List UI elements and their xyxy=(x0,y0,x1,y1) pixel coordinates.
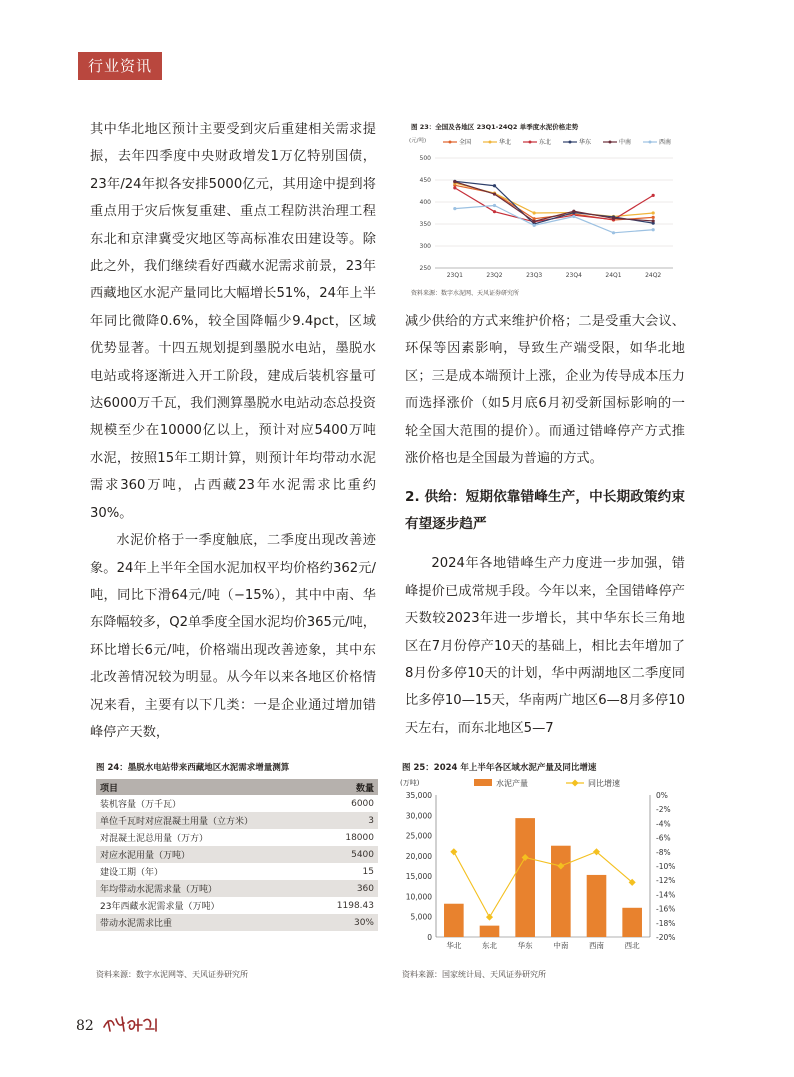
y2-tick-label: -16% xyxy=(656,904,676,914)
legend-label: 水泥产量 xyxy=(496,779,528,788)
bar xyxy=(551,846,571,937)
right-paragraph-2: 2024年各地错峰生产力度进一步加强，错峰提价已成常规手段。今年以来，全国错峰停产天数较2023年进一步增长，其中华东长三角地区在7月份停产10天的基础上，相比去年增加了8月份多停10天的计划，华中两湖地区二季度同比多停10—15天，华南两广地区6—8月多停10天左右，而东北地区5—7 xyxy=(405,556,685,736)
table-cell-item: 带动水泥需求比重 xyxy=(96,914,316,931)
production-bar-chart xyxy=(398,773,694,969)
y2-tick-label: -14% xyxy=(656,890,676,900)
figure-source: 资料来源：国家统计局、天风证券研究所 xyxy=(402,970,546,979)
x-tick-label: 中南 xyxy=(553,941,569,950)
table-cell-item: 对混凝土泥总用量（万方） xyxy=(100,834,209,844)
y2-tick-label: -18% xyxy=(656,918,676,928)
data-point xyxy=(652,211,655,214)
data-point xyxy=(612,217,615,220)
x-tick-label: 23Q4 xyxy=(565,272,582,279)
header-value: 数量 xyxy=(316,779,378,795)
left-paragraph-2: 水泥价格于一季度触底，二季度出现改善迹象。24年上半年全国水泥加权平均价格约362元/吨，同比下滑64元/吨（−15%），其中中南、华东降幅较多，Q2单季度全国水泥均价365元/吨，环比增长6元/吨，价格端出现改善迹象，其中东北改善情况较为明显。从今年以来各地区价格情况来看，主要有以下几类：一是企业通过增加错峰停产天数， xyxy=(90,533,376,740)
x-tick-label: 24Q2 xyxy=(645,272,662,279)
y-tick-label: 25,000 xyxy=(405,831,432,841)
table-cell-value: 360 xyxy=(316,880,378,897)
legend-label: 全国 xyxy=(459,139,472,146)
legend-marker xyxy=(489,141,492,144)
x-tick-label: 23Q2 xyxy=(486,272,503,279)
data-point xyxy=(533,220,536,223)
y-tick-label: 300 xyxy=(419,243,431,250)
bar xyxy=(587,875,607,937)
y2-tick-label: -4% xyxy=(656,819,671,829)
data-point xyxy=(533,224,536,227)
y-tick-label: 15,000 xyxy=(405,872,432,882)
data-point xyxy=(493,204,496,207)
x-tick-label: 24Q1 xyxy=(605,272,622,279)
legend-marker xyxy=(529,141,532,144)
data-point xyxy=(652,219,655,222)
price-line-chart xyxy=(405,128,685,288)
table-cell-value: 15 xyxy=(362,866,374,877)
y2-tick-label: -6% xyxy=(656,833,671,843)
right-paragraph-1: 减少供给的方式来维护价格；二是受重大会议、环保等因素影响，导致生产端受限，如华北地区；三是成本端预计上涨，企业为传导成本压力而选择涨价（如5月底6月初受新国标影响的一轮全国大范围的提价）。而通过错峰停产方式推涨价格也是全国最为普遍的方式。 xyxy=(405,314,685,467)
legend-marker xyxy=(569,141,572,144)
table-header-row xyxy=(96,779,378,795)
magazine-logo xyxy=(100,1013,162,1035)
table-cell-item: 建设工期（年） xyxy=(100,868,164,878)
x-tick-label: 23Q1 xyxy=(446,272,463,279)
y-axis-label: (元/吨) xyxy=(409,138,427,144)
table-row xyxy=(96,829,378,846)
table-row xyxy=(96,863,378,880)
table-cell-value: 3 xyxy=(316,812,378,829)
y-tick-label: 250 xyxy=(419,265,431,272)
y2-tick-label: 0% xyxy=(656,791,668,800)
legend-label: 东北 xyxy=(539,139,552,146)
y-tick-label: 500 xyxy=(419,155,431,162)
data-point xyxy=(453,207,456,210)
y-tick-label: 30,000 xyxy=(405,811,432,821)
figure-demand-table xyxy=(90,757,384,989)
table-cell-value: 5400 xyxy=(316,846,378,863)
table-cell-value: 30% xyxy=(316,914,378,931)
data-point xyxy=(612,231,615,234)
section-heading: 2. 供给：短期依靠错峰生产，中长期政策约束有望逐步趋严 xyxy=(405,489,685,533)
legend-marker xyxy=(449,141,452,144)
y-tick-label: 5,000 xyxy=(410,912,432,922)
data-point xyxy=(652,194,655,197)
data-point xyxy=(572,215,575,218)
x-tick-label: 东北 xyxy=(482,941,497,950)
right-column xyxy=(405,308,685,742)
data-point xyxy=(572,210,575,213)
x-tick-label: 西南 xyxy=(589,941,604,950)
legend-marker xyxy=(649,141,652,144)
y-tick-label: 20,000 xyxy=(405,851,432,861)
left-paragraph-1: 其中华北地区预计主要受到灾后重建相关需求提振，去年四季度中央财政增发1万亿特别国债，23年/24年拟各安排5000亿元，其用途中提到将重点用于灾后恢复重建、重点工程防洪治理工程东北和京津冀受灾地区等高标准农田建设等。除此之外，我们继续看好西藏水泥需求前景，23年西藏地区水泥产量同比大幅增长51%，24年上半年同比微降0.6%，较全国降幅少9.4pct，区域优势显著。十四五规划提到墨脱水电站，墨脱水电站或将逐渐进入开工阶段，建成后装机容量可达6000万千瓦，我们测算墨脱水电站动态总投资规模至少在10000亿以上，预计对应5400万吨水泥，按照15年工期计算，则预计年均带动水泥需求360万吨，占西藏23年水泥需求比重约30%。 xyxy=(90,122,376,521)
table-cell-item: 对应水泥用量（万吨） xyxy=(96,846,316,863)
x-tick-label: 华东 xyxy=(517,941,533,950)
legend-label: 同比增速 xyxy=(588,779,620,788)
legend-label: 西南 xyxy=(659,139,672,146)
y-tick-label: 10,000 xyxy=(405,892,432,902)
table-cell-item: 年均带动水泥需求量（万吨） xyxy=(96,880,316,897)
figure-title: 图 25：2024 年上半年各区域水泥产量及同比增速 xyxy=(402,763,597,773)
legend-marker xyxy=(571,779,578,786)
y2-tick-label: -10% xyxy=(656,862,676,871)
data-point xyxy=(493,184,496,187)
y2-tick-label: -20% xyxy=(656,933,676,942)
header-item: 项目 xyxy=(96,779,316,795)
y-tick-label: 35,000 xyxy=(405,791,432,800)
x-tick-label: 23Q3 xyxy=(526,272,543,279)
table-cell-item: 23年西藏水泥需求量（万吨） xyxy=(100,902,220,912)
table-row xyxy=(96,846,378,863)
figure-price-trend xyxy=(405,118,685,298)
series-line xyxy=(455,181,653,224)
table-cell-item: 装机容量（万千瓦） xyxy=(100,800,182,810)
demand-table xyxy=(96,779,378,931)
table-cell-value: 6000 xyxy=(351,798,374,809)
table-row xyxy=(96,914,378,931)
y2-tick-label: -2% xyxy=(656,805,671,815)
y-axis-label: (万吨) xyxy=(400,779,420,787)
table-row xyxy=(96,897,378,914)
section-tag: 行业资讯 xyxy=(78,52,162,80)
growth-point xyxy=(486,914,493,921)
data-point xyxy=(493,192,496,195)
table-row xyxy=(96,880,378,897)
figure-production-chart xyxy=(398,757,694,989)
figure-source: 资料来源：数字水泥网等、天风证券研究所 xyxy=(96,970,248,979)
y2-tick-label: -8% xyxy=(656,847,671,857)
table-cell-value: 18000 xyxy=(345,832,374,843)
table-row xyxy=(96,795,378,812)
legend-marker xyxy=(609,141,612,144)
page-number: 82 xyxy=(76,1018,94,1034)
x-tick-label: 西北 xyxy=(624,941,640,950)
bar xyxy=(444,904,464,937)
data-point xyxy=(493,210,496,213)
growth-point xyxy=(450,848,457,855)
bar xyxy=(622,908,642,937)
y-tick-label: 350 xyxy=(419,221,431,228)
legend-label: 华东 xyxy=(579,139,592,146)
series-line xyxy=(455,183,653,216)
data-point xyxy=(652,228,655,231)
y-tick-label: 400 xyxy=(419,199,431,206)
table-row xyxy=(96,812,378,829)
left-column xyxy=(90,116,376,746)
y-tick-label: 0 xyxy=(427,933,432,942)
legend-label: 中南 xyxy=(619,139,632,146)
table-cell-value: 1198.43 xyxy=(336,900,374,911)
data-point xyxy=(533,211,536,214)
x-tick-label: 华北 xyxy=(446,941,462,950)
figure-source: 资料来源：数字水泥网、天风证券研究所 xyxy=(411,290,520,297)
figure-title: 图 23：全国及各地区 23Q1-24Q2 单季度水泥价格走势 xyxy=(411,123,579,131)
legend-swatch-bar xyxy=(474,779,492,786)
y2-tick-label: -12% xyxy=(656,876,676,886)
legend-label: 华北 xyxy=(499,139,512,146)
bar xyxy=(480,926,500,937)
data-point xyxy=(453,186,456,189)
data-point xyxy=(453,180,456,183)
y-tick-label: 450 xyxy=(419,177,431,184)
data-point xyxy=(652,216,655,219)
bar xyxy=(515,818,535,937)
figure-title: 图 24：墨脱水电站带来西藏地区水泥需求增量测算 xyxy=(96,763,290,773)
table-cell-item: 单位千瓦时对应混凝土用量（立方米） xyxy=(96,812,316,829)
